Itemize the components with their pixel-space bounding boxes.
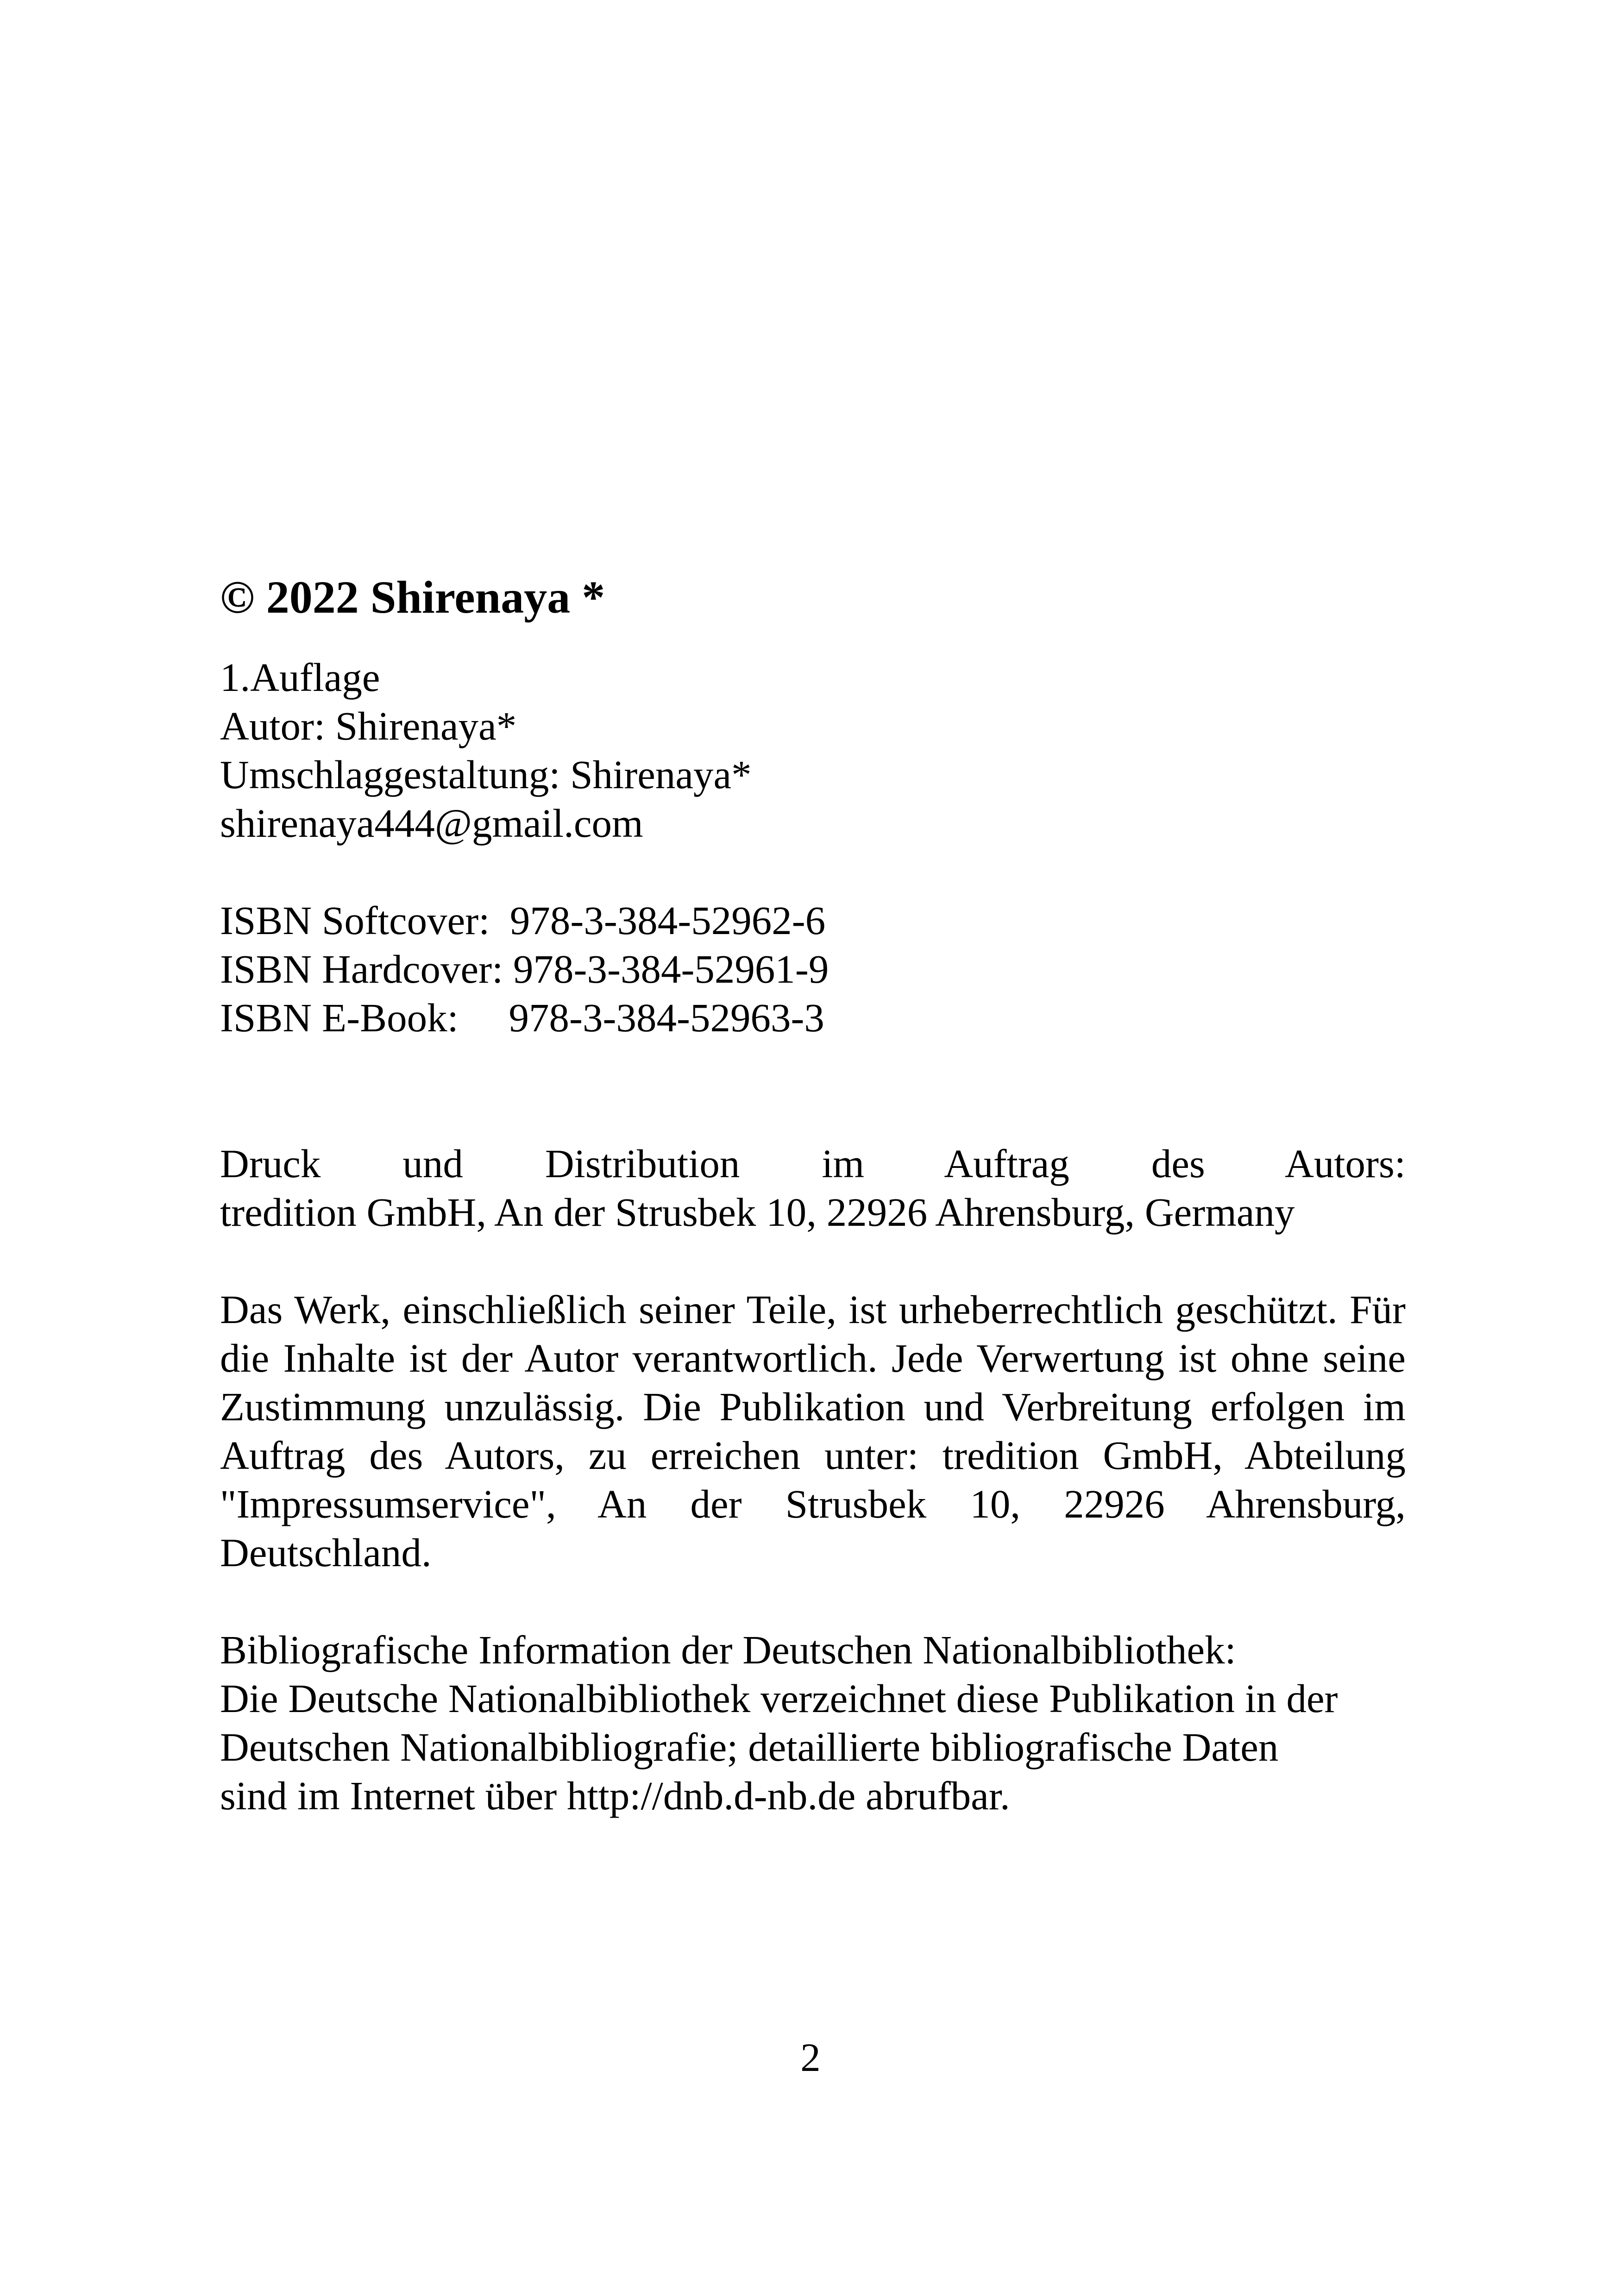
imprint-block	[220, 563, 1406, 1820]
bibliographic-line-3: Deutschen Nationalbibliografie; detaillierte bibliografische Daten	[220, 1725, 1279, 1769]
edition-line: 1.Auflage	[220, 655, 380, 700]
isbn-hardcover: ISBN Hardcover: 978-3-384-52961-9	[220, 947, 829, 991]
spacer	[220, 847, 1406, 896]
rights-paragraph: Das Werk, einschließlich seiner Teile, ist urheberrechtlich geschützt. Für die Inhalte ist der Autor verantwortlich. Jede Verwertung ist ohne seine Zustimmung unzulässig. Die Publikation und Verbreitung erfolgen im Auftrag des Autors, zu erreichen unter: tredition GmbH, Abteilung "Impressumservice", An der Strusbek 10, 22926 Ahrensburg, Deutschland.	[220, 1287, 1406, 1575]
spacer	[220, 1042, 1406, 1139]
spacer	[220, 1236, 1406, 1285]
page-number: 2	[800, 2035, 821, 2080]
bibliographic-line-4: sind im Internet über http://dnb.d-nb.de abrufbar.	[220, 1773, 1010, 1818]
distribution-line-1: Druck und Distribution im Auftrag des Autors:	[220, 1141, 1406, 1186]
copyright-heading: © 2022 Shirenaya *	[220, 571, 605, 623]
isbn-ebook: ISBN E-Book: 978-3-384-52963-3	[220, 995, 824, 1040]
author-line: Autor: Shirenaya*	[220, 703, 517, 748]
email-line: shirenaya444@gmail.com	[220, 801, 643, 846]
isbn-softcover: ISBN Softcover: 978-3-384-52962-6	[220, 898, 826, 943]
spacer	[220, 1577, 1406, 1625]
cover-design-line: Umschlaggestaltung: Shirenaya*	[220, 752, 752, 797]
bibliographic-line-2: Die Deutsche Nationalbibliothek verzeichnet diese Publikation in der	[220, 1676, 1338, 1721]
bibliographic-line-1: Bibliografische Information der Deutschen Nationalbibliothek:	[220, 1627, 1236, 1672]
distribution-line-2: tredition GmbH, An der Strusbek 10, 22926 Ahrensburg, Germany	[220, 1190, 1295, 1235]
